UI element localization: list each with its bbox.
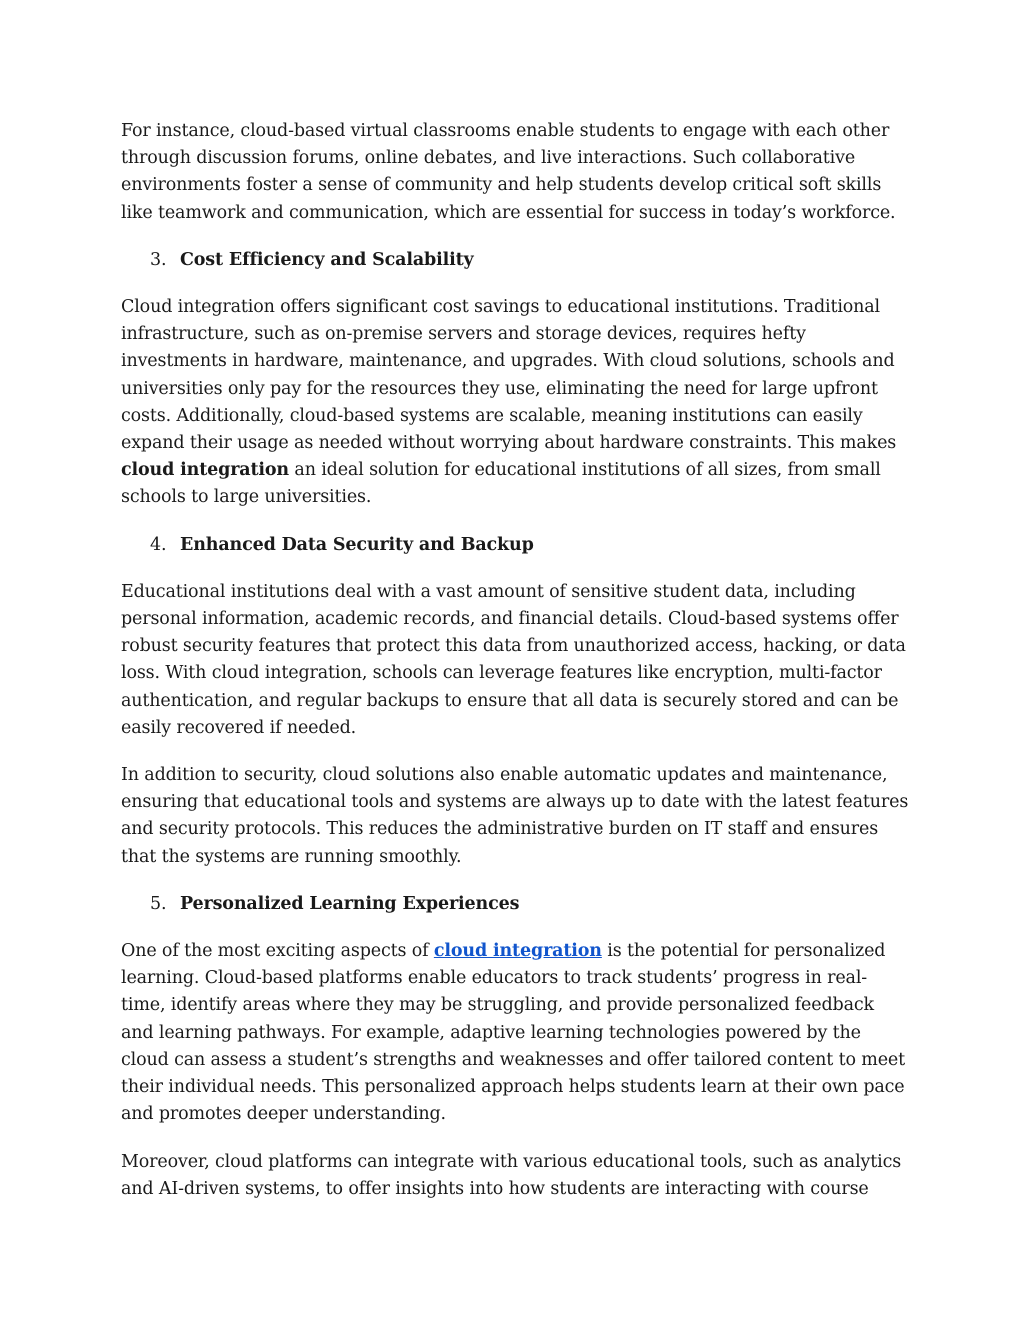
paragraph-personalized-learning (121, 938, 911, 1128)
section-number: 3. (150, 249, 167, 270)
paragraph-automatic-updates: In addition to security, cloud solutions also enable automatic updates and maintenance, ensuring that educational tools and systems are always up to date with the latest features and security protocols. This reduces the administrative burden on IT staff and ensures that the systems are running smoothly. (121, 765, 909, 867)
cloud-integration-link[interactable]: cloud integration (433, 941, 602, 962)
paragraph-analytics: Moreover, cloud platforms can integrate with various educational tools, such as analytics and AI-driven systems, to offer insights into how students are interacting with course (121, 1151, 902, 1199)
paragraph-virtual-classrooms: For instance, cloud-based virtual classrooms enable students to engage with each other through discussion forums, online debates, and live interactions. Such collaborative environments foster a sense of community and help students develop critical soft skills like teamwork and communication, which are essential for success in today’s workforce. (121, 121, 896, 223)
text-run: an ideal solution for educational institutions of all sizes, from small schools to large universities. (121, 460, 881, 508)
section-heading-3 (121, 247, 911, 274)
section-heading-4 (121, 532, 911, 559)
text-run: Cloud integration offers significant cost savings to educational institutions. Traditional infrastructure, such as on-premise servers and storage devices, requires hefty investments in hardware, maintenance, and upgrades. With cloud solutions, schools and universities only pay for the resources they use, eliminating the need for large upfront costs. Additionally, cloud-based systems are scalable, meaning institutions can easily expand their usage as needed without worrying about hardware constraints. This makes (121, 297, 897, 454)
section-number: 5. (150, 893, 167, 914)
text-run: is the potential for personalized learning. Cloud-based platforms enable educators to track students’ progress in real-time, identify areas where they may be struggling, and provide personalized feedback and learning pathways. For example, adaptive learning technologies powered by the cloud can assess a student’s strengths and weaknesses and offer tailored content to meet their individual needs. This personalized approach helps students learn at their own pace and promotes deeper understanding. (121, 941, 906, 1125)
bold-text: cloud integration (121, 460, 289, 481)
paragraph-data-security: Educational institutions deal with a vast amount of sensitive student data, including personal information, academic records, and financial details. Cloud-based systems offer robust security features that protect this data from unauthorized access, hacking, or data loss. With cloud integration, schools can leverage features like encryption, multi-factor authentication, and regular backups to ensure that all data is securely stored and can be easily recovered if needed. (121, 581, 906, 738)
section-heading-5 (121, 891, 911, 918)
text-run: One of the most exciting aspects of (121, 941, 434, 962)
paragraph-cost-efficiency (121, 294, 911, 512)
document-page (121, 118, 911, 1223)
section-title: Personalized Learning Experiences (180, 893, 520, 914)
section-title: Enhanced Data Security and Backup (180, 534, 534, 555)
section-number: 4. (150, 534, 167, 555)
section-title: Cost Efficiency and Scalability (180, 249, 474, 270)
